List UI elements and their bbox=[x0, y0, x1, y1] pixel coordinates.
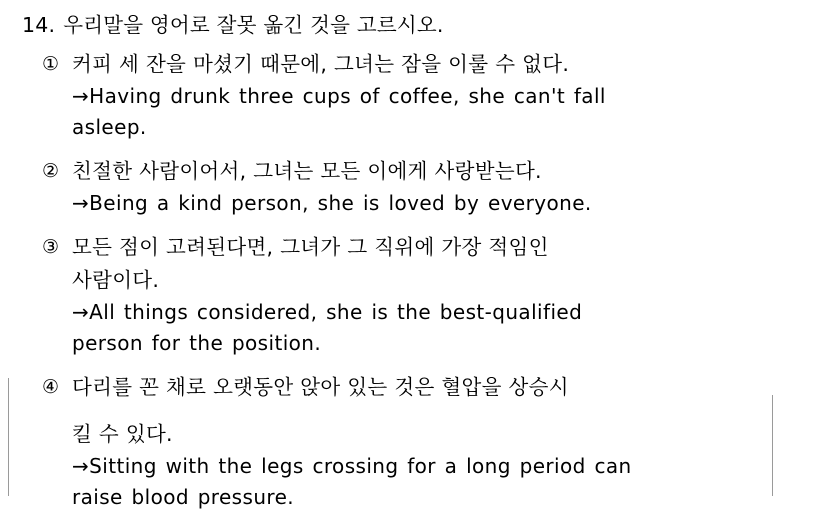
choice-4-english-line-1: →Sitting with the legs crossing for a long period can bbox=[72, 454, 632, 478]
choice-1-english-line-1: →Having drunk three cups of coffee, she can't fall bbox=[72, 84, 606, 108]
choice-option-1[interactable] bbox=[42, 48, 812, 143]
choice-2-english-line-1: →Being a kind person, she is loved by everyone. bbox=[72, 191, 592, 215]
choice-3-english-line-2: person for the position. bbox=[72, 331, 322, 355]
question-stem-text: 우리말을 영어로 잘못 옮긴 것을 고르시오. bbox=[63, 13, 444, 37]
choice-body-2 bbox=[72, 155, 812, 219]
question-stem bbox=[22, 8, 812, 42]
choice-1-korean-line-1: 커피 세 잔을 마셨기 때문에, 그녀는 잠을 이룰 수 없다. bbox=[72, 52, 570, 76]
question-block bbox=[22, 8, 812, 523]
choice-4-korean-line-1: 다리를 꼰 채로 오랫동안 앉아 있는 것은 혈압을 상승시 bbox=[72, 375, 569, 399]
choice-body-1 bbox=[72, 48, 812, 143]
choice-4-korean-line-2: 킬 수 있다. bbox=[72, 422, 173, 446]
choice-3-english-line-1: →All things considered, she is the best-qualified bbox=[72, 300, 583, 324]
choice-2-korean-line-1: 친절한 사람이어서, 그녀는 모든 이에게 사랑받는다. bbox=[72, 159, 542, 183]
choice-option-3[interactable] bbox=[42, 231, 812, 359]
choice-option-2[interactable] bbox=[42, 155, 812, 219]
choice-marker-2: ② bbox=[42, 160, 60, 182]
left-margin-rule bbox=[8, 378, 9, 496]
choice-marker-4: ④ bbox=[42, 376, 60, 398]
choice-marker-3: ③ bbox=[42, 236, 60, 258]
question-number: 14. bbox=[22, 13, 56, 37]
choice-3-korean-line-2: 사람이다. bbox=[72, 268, 160, 292]
choice-1-english-line-2: asleep. bbox=[72, 115, 147, 139]
choice-body-3 bbox=[72, 231, 812, 359]
choice-4-english-line-2: raise blood pressure. bbox=[72, 485, 295, 509]
choice-3-korean-line-1: 모든 점이 고려된다면, 그녀가 그 직위에 가장 적임인 bbox=[72, 235, 549, 259]
choice-body-4 bbox=[72, 371, 812, 513]
choice-option-4[interactable] bbox=[42, 371, 812, 513]
choice-list bbox=[22, 48, 812, 513]
choice-marker-1: ① bbox=[42, 53, 60, 75]
